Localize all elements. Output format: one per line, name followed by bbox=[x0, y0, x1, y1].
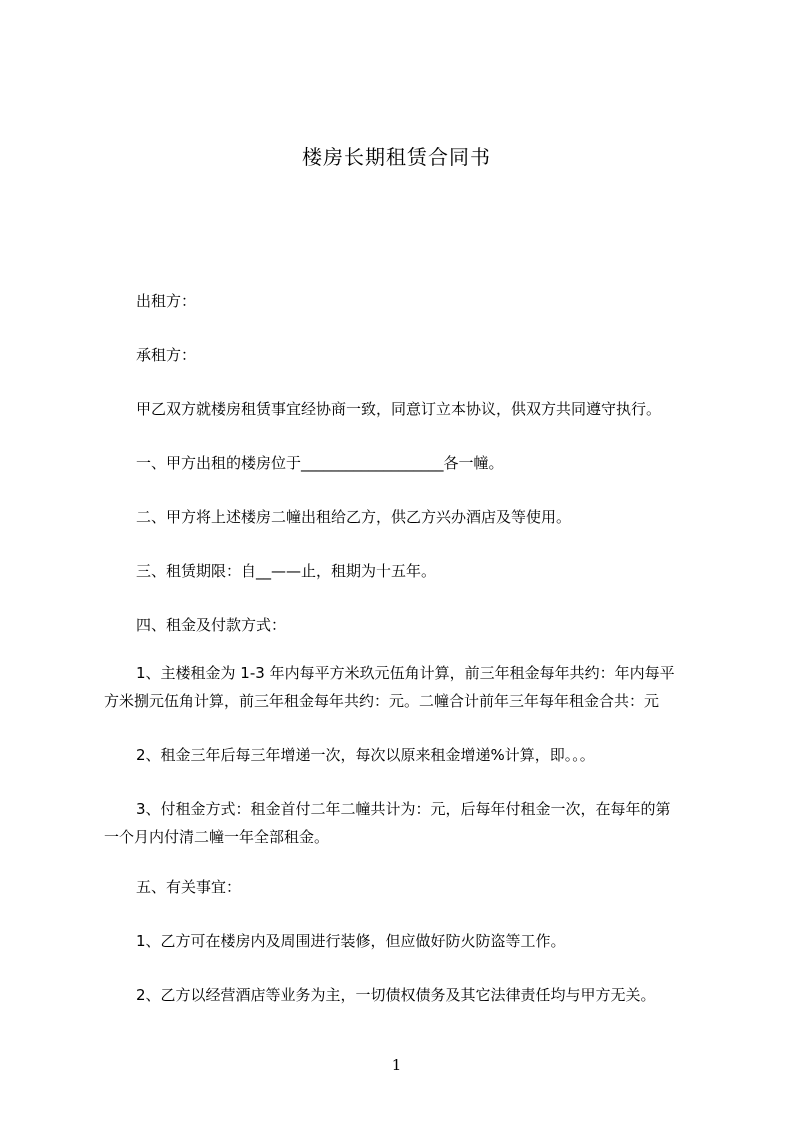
document-title: 楼房长期租赁合同书 bbox=[302, 145, 491, 169]
clause-one-location: 一、甲方出租的楼房位于___________________各一幢。 bbox=[136, 454, 504, 472]
rent-item-1 bbox=[104, 659, 696, 715]
rent-item-3 bbox=[104, 795, 696, 851]
lessee-line: 承租方： bbox=[136, 346, 197, 364]
page-number: 1 bbox=[391, 1056, 402, 1074]
preamble-paragraph: 甲乙双方就楼房租赁事宜经协商一致，同意订立本协议，供双方共同遵守执行。 bbox=[136, 400, 662, 418]
clause-five-heading: 五、有关事宜： bbox=[136, 878, 242, 896]
rent-item-1-line-1: 1、主楼租金为 1-3 年内每平方米玖元伍角计算，前三年租金每年共约：年内每平 bbox=[136, 664, 675, 682]
rent-item-1-line-2: 方米捌元伍角计算，前三年租金每年共约：元。二幢合计前年三年每年租金合共：元 bbox=[104, 692, 660, 710]
related-item-2: 2、乙方以经营酒店等业务为主，一切债权债务及其它法律责任均与甲方无关。 bbox=[136, 986, 656, 1004]
related-item-1: 1、乙方可在楼房内及周围进行装修，但应做好防火防盗等工作。 bbox=[136, 932, 566, 950]
clause-four-heading: 四、租金及付款方式： bbox=[136, 616, 287, 634]
clause-three-term: 三、租赁期限：自__——止，租期为十五年。 bbox=[136, 562, 437, 580]
rent-item-2: 2、租金三年后每三年增递一次，每次以原来租金增递%计算，即。。。 bbox=[136, 746, 595, 764]
rent-item-3-line-2: 一个月内付清二幢一年全部租金。 bbox=[104, 828, 330, 846]
lessor-line: 出租方： bbox=[136, 292, 197, 310]
rent-item-3-line-1: 3、付租金方式：租金首付二年二幢共计为：元，后每年付租金一次，在每年的第 bbox=[136, 800, 671, 818]
clause-two-usage: 二、甲方将上述楼房二幢出租给乙方，供乙方兴办酒店及等使用。 bbox=[136, 508, 572, 526]
